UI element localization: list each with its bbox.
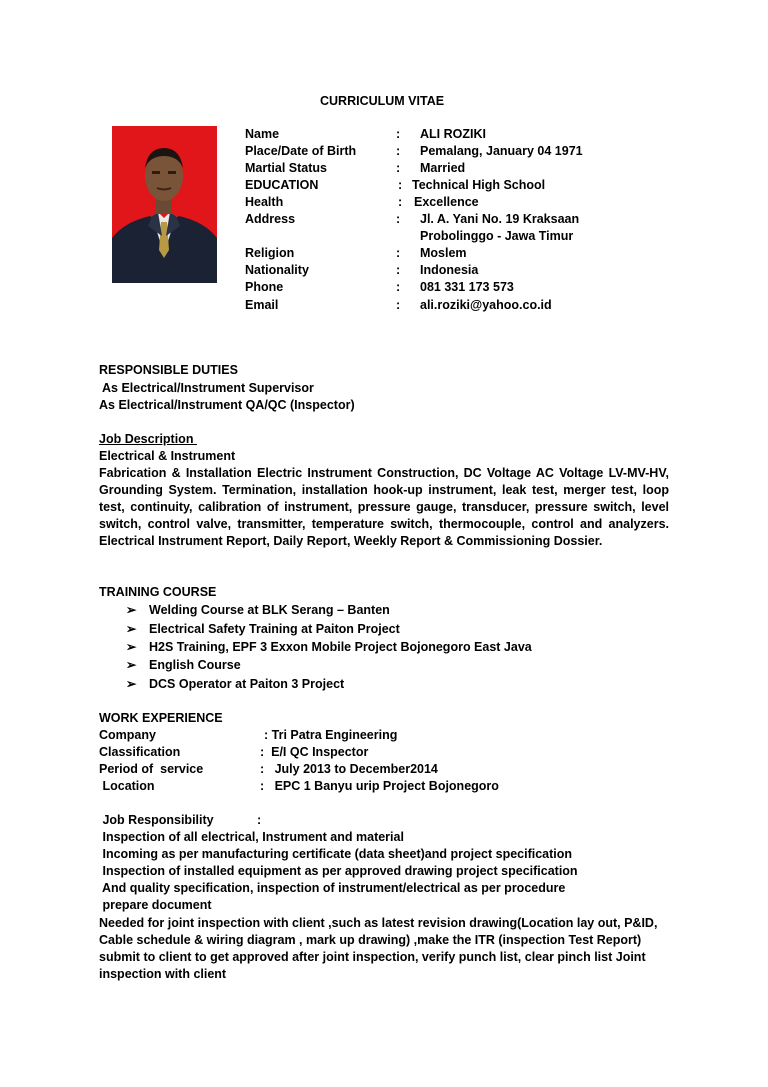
bullet-icon: ➢ [126,677,137,691]
work-company-value: : Tri Patra Engineering [264,728,398,742]
personal-health-value: Excellence [414,195,479,209]
personal-name-label: Name [245,127,280,141]
personal-nationality-label: Nationality [245,263,309,277]
personal-education-label: EDUCATION [245,178,319,192]
personal-religion-value: Moslem [420,246,467,260]
page-title: CURRICULUM VITAE [320,94,445,108]
personal-status-colon: : [396,161,401,175]
training-item: Welding Course at BLK Serang – Banten [149,603,390,617]
work-responsibility-label: Job Responsibility [99,813,214,827]
work-heading: WORK EXPERIENCE [99,711,223,725]
personal-education-value: Technical High School [412,178,546,192]
work-responsibility-colon: : [257,813,262,827]
duties-heading: RESPONSIBLE DUTIES [99,363,238,377]
bullet-icon: ➢ [126,603,137,617]
personal-address-value: Jl. A. Yani No. 19 Kraksaan [420,212,580,226]
work-location-value: : EPC 1 Banyu urip Project Bojonegoro [260,779,499,793]
work-period-value: : July 2013 to December2014 [260,762,438,776]
personal-address-value-line2: Probolinggo - Jawa Timur [420,229,574,243]
personal-address-colon: : [396,212,401,226]
personal-nationality-value: Indonesia [420,263,479,277]
training-item: English Course [149,658,241,672]
personal-status-label: Martial Status [245,161,327,175]
personal-nationality-colon: : [396,263,401,277]
profile-photo [112,126,217,283]
personal-email-colon: : [396,298,401,312]
personal-email-value: ali.roziki@yahoo.co.id [420,298,552,312]
responsibility-paragraph: Needed for joint inspection with client ,such as latest revision drawing(Location lay out, P&ID, Cable schedule & wiring diagram , mark up drawing) ,make the ITR (inspection Test Report) submit to client to get approved after joint inspection, verify punch list, clear pinch list Joint inspection with client [99,916,658,981]
personal-name-colon: : [396,127,401,141]
bullet-icon: ➢ [126,622,137,636]
work-classification-value: : E/I QC Inspector [260,745,369,759]
personal-birth-value: Pemalang, January 04 1971 [420,144,583,158]
work-company-label: Company [99,728,156,742]
training-item: Electrical Safety Training at Paiton Project [149,622,400,636]
training-heading: TRAINING COURSE [99,585,217,599]
personal-phone-label: Phone [245,280,284,294]
responsibility-line: prepare document [99,898,212,912]
personal-health-label: Health [245,195,284,209]
responsibility-line: Inspection of installed equipment as per approved drawing project specification [99,864,578,878]
bullet-icon: ➢ [126,658,137,672]
personal-name-value: ALI ROZIKI [420,127,486,141]
personal-phone-colon: : [396,280,401,294]
training-item: H2S Training, EPF 3 Exxon Mobile Project Bojonegoro East Java [149,640,532,654]
bullet-icon: ➢ [126,640,137,654]
personal-address-label: Address [245,212,296,226]
personal-education-colon: : [398,178,403,192]
personal-birth-label: Place/Date of Birth [245,144,357,158]
duties-line-1: As Electrical/Instrument Supervisor [99,381,314,395]
responsibility-line: And quality specification, inspection of instrument/electrical as per procedure [99,881,566,895]
responsibility-line: Inspection of all electrical, Instrument and material [99,830,404,844]
work-location-label: Location [99,779,155,793]
job-description-body: Fabrication & Installation Electric Instrument Construction, DC Voltage AC Voltage LV-MV-HV, Grounding System. Termination, installation hook-up instrument, leak test, merger test, loop test, continuity, calibration of instrument, pressure gauge, transducer, pressure switch, level switch, control valve, transmitter, temperature switch, thermocouple, control and analyzers. Electrical Instrument Report, Daily Report, Weekly Report & Commissioning Dossier. [99,466,669,548]
personal-religion-colon: : [396,246,401,260]
personal-status-value: Married [420,161,466,175]
job-description-heading: Job Description [99,432,197,446]
personal-phone-value: 081 331 173 573 [420,280,514,294]
work-period-label: Period of service [99,762,204,776]
duties-line-2: As Electrical/Instrument QA/QC (Inspector) [99,398,355,412]
responsibility-line: Incoming as per manufacturing certificate (data sheet)and project specification [99,847,573,861]
personal-email-label: Email [245,298,279,312]
personal-birth-colon: : [396,144,401,158]
job-description-subheading: Electrical & Instrument [99,449,236,463]
work-classification-label: Classification [99,745,181,759]
training-item: DCS Operator at Paiton 3 Project [149,677,345,691]
personal-health-colon: : [398,195,403,209]
personal-religion-label: Religion [245,246,295,260]
